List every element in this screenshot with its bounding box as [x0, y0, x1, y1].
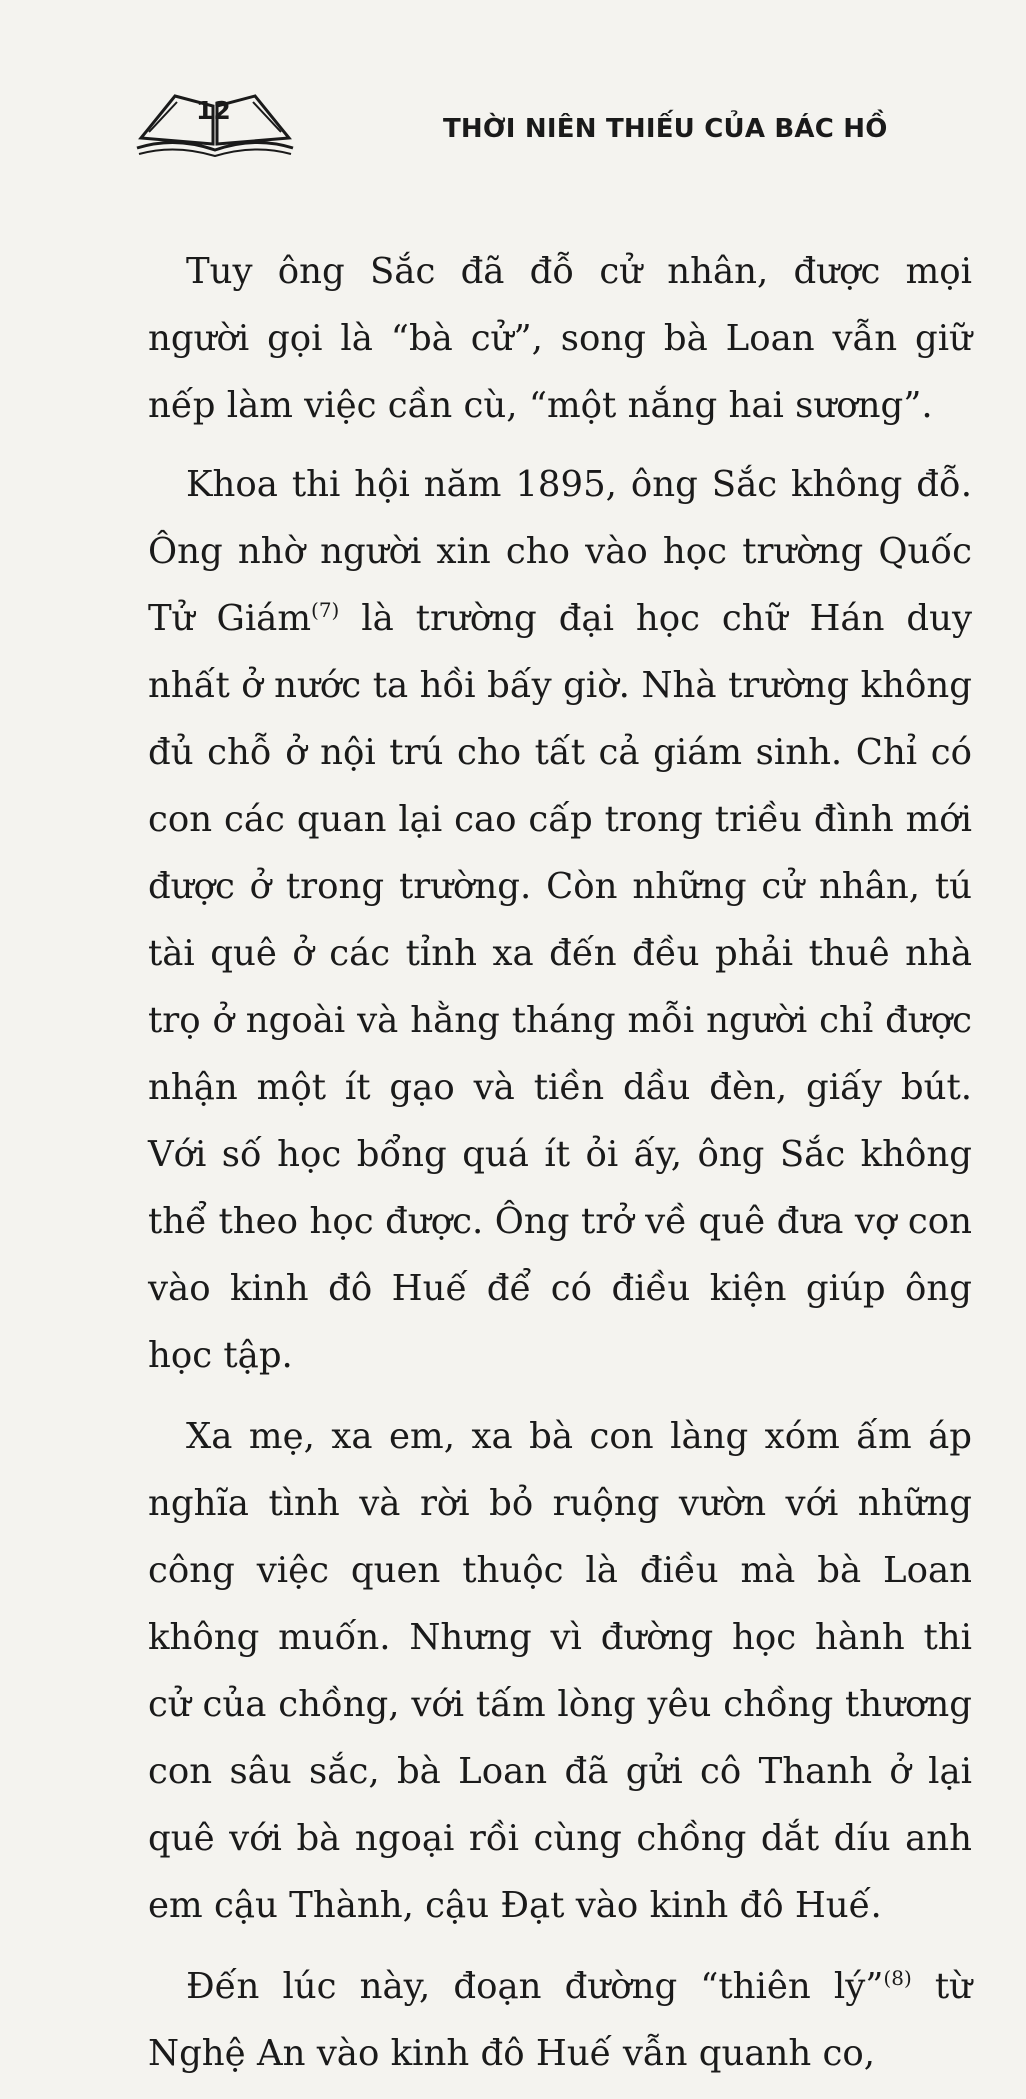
running-title: THỜI NIÊN THIẾU CỦA BÁC HỒ [443, 114, 888, 144]
paragraph-2 [148, 451, 972, 1389]
footnote-marker-8[interactable]: (8) [883, 1966, 912, 1991]
page-number: 12 [196, 96, 231, 125]
paragraph-4-text-before: Đến lúc này, đoạn đường “thiên lý” [186, 1966, 884, 2007]
paragraph-4-text-after: từ Nghệ An vào kinh đô Huế vẫn quanh co, [148, 1966, 972, 2074]
paragraph-2-text-after: là trường đại học chữ Hán duy nhất ở nước ta hồi bấy giờ. Nhà trường không đủ chỗ ở nội trú cho tất cả giám sinh. Chỉ có con các quan lại cao cấp trong triều đình mới được ở trong trường. Còn những cử nhân, tú tài quê ở các tỉnh xa đến đều phải thuê nhà trọ ở ngoài và hằng tháng mỗi người chỉ được nhận một ít gạo và tiền dầu đèn, giấy bút. Với số học bổng quá ít ỏi ấy, ông Sắc không thể theo học được. Ông trở về quê đưa vợ con vào kinh đô Huế để có điều kiện giúp ông học tập. [148, 598, 973, 1376]
paragraph-3: Xa mẹ, xa em, xa bà con làng xóm ấm áp nghĩa tình và rời bỏ ruộng vườn với những công việc quen thuộc là điều mà bà Loan không muốn. Nhưng vì đường học hành thi cử của chồng, với tấm lòng yêu chồng thương con sâu sắc, bà Loan đã gửi cô Thanh ở lại quê với bà ngoại rồi cùng chồng dắt díu anh em cậu Thành, cậu Đạt vào kinh đô Huế. [148, 1416, 972, 1926]
body-text [148, 238, 972, 2099]
page-header [0, 0, 1026, 160]
footnote-marker-7[interactable]: (7) [311, 598, 340, 623]
paragraph-4 [148, 1953, 972, 2087]
paragraph-1: Tuy ông Sắc đã đỗ cử nhân, được mọi người gọi là “bà cử”, song bà Loan vẫn giữ nếp làm việc cần cù, “một nắng hai sương”. [148, 251, 972, 426]
paragraph-2-text-before: Khoa thi hội năm 1895, ông Sắc không đỗ. Ông nhờ người xin cho vào học trường Quốc Tử Giám [148, 464, 972, 639]
